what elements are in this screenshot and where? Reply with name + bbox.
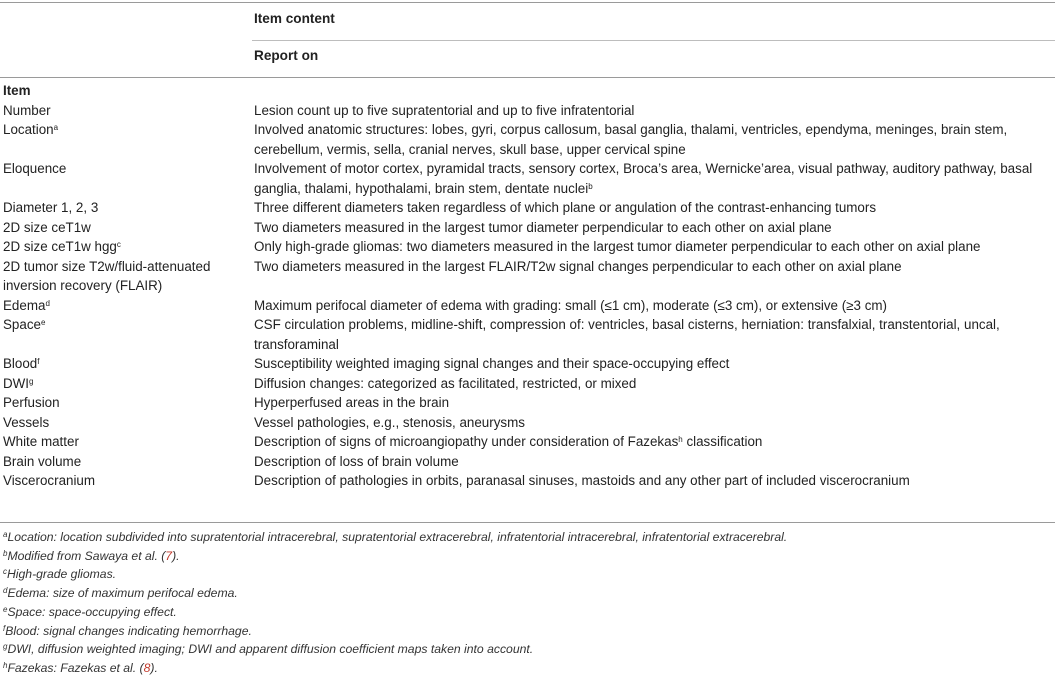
table-row bbox=[0, 471, 1055, 491]
report-text: Description of loss of brain volume bbox=[254, 453, 459, 469]
header-divider bbox=[252, 40, 1055, 41]
table-row bbox=[0, 432, 1055, 452]
footnote: $^c$High-grade gliomas. bbox=[3, 567, 117, 582]
table-row bbox=[0, 237, 1055, 257]
header-report-on: Report on bbox=[254, 48, 319, 63]
report-text: Susceptibility weighted imaging signal changes and their space-occupying effect bbox=[254, 356, 730, 371]
item-label: 2D tumor size T2w/fluid-attenuated inversion recovery (FLAIR) bbox=[3, 258, 211, 293]
report-text: Only high-grade gliomas: two diameters measured in the largest tumor diameter perpendicular to each other on axial plane bbox=[254, 239, 981, 254]
item-label: Vessels bbox=[3, 414, 50, 430]
report-text: Lesion count up to five supratentorial and up to five infratentorial bbox=[254, 102, 635, 118]
reference-link[interactable]: 7 bbox=[165, 548, 173, 563]
footnote-marker: g bbox=[29, 376, 34, 386]
footnote: $^d$Edema: size of maximum perifocal edema. bbox=[3, 586, 238, 601]
footnote: $^h$Fazekas: Fazekas et al. (8). bbox=[3, 660, 158, 675]
footnote-marker: g bbox=[3, 642, 8, 652]
item-label: DWI$^g$ bbox=[3, 375, 34, 391]
item-label: Location$^a$ bbox=[3, 122, 59, 137]
report-text: Description of signs of microangiopathy under consideration of Fazekas$^h$ classification bbox=[254, 434, 763, 449]
footnote-marker: a bbox=[53, 123, 59, 132]
item-label: Viscerocranium bbox=[3, 473, 96, 488]
item-label: Diameter 1, 2, 3 bbox=[3, 200, 99, 215]
footnote-marker: e bbox=[40, 318, 46, 327]
item-heading: Item bbox=[3, 83, 31, 98]
table-row-heading bbox=[0, 81, 1055, 101]
table-row bbox=[0, 218, 1055, 238]
footnote-marker: f bbox=[37, 357, 40, 366]
header-item-content: Item content bbox=[254, 11, 335, 26]
footnote: $^e$Space: space-occupying effect. bbox=[3, 604, 177, 619]
table-row bbox=[0, 374, 1055, 394]
header-bottom-rule bbox=[0, 77, 1055, 78]
item-label: Edema$^d$ bbox=[3, 297, 50, 313]
report-text: Two diameters measured in the largest FLAIR/T2w signal changes perpendicular to each other on axial plane bbox=[254, 258, 902, 274]
item-label: Brain volume bbox=[3, 453, 82, 469]
item-label: White matter bbox=[3, 434, 79, 449]
footnote-marker: d bbox=[3, 586, 8, 596]
table-row bbox=[0, 315, 1055, 354]
report-text: Diffusion changes: categorized as facilitated, restricted, or mixed bbox=[254, 375, 637, 391]
item-label: Space$^e$ bbox=[3, 317, 46, 332]
item-label: 2D size ceT1w hgg$^c$ bbox=[3, 239, 121, 254]
footnote-marker: c bbox=[3, 567, 7, 577]
report-text: Vessel pathologies, e.g., stenosis, aneurysms bbox=[254, 414, 525, 430]
item-label: Blood$^f$ bbox=[3, 356, 40, 371]
table-row bbox=[0, 296, 1055, 316]
table-row bbox=[0, 120, 1055, 159]
footnote: $^g$DWI, diffusion weighted imaging; DWI and apparent diffusion coefficient maps taken into account. bbox=[3, 642, 534, 657]
footnote: $^f$Blood: signal changes indicating hemorrhage. bbox=[3, 623, 252, 638]
report-text: Hyperperfused areas in the brain bbox=[254, 395, 450, 410]
report-text: CSF circulation problems, midline-shift, compression of: ventricles, basal cisterns, herniation: transfalxial, transtentorial, uncal, transforaminal bbox=[254, 317, 1000, 352]
item-label: 2D size ceT1w bbox=[3, 219, 91, 235]
report-text: Maximum perifocal diameter of edema with grading: small (≤1 cm), moderate (≤3 cm), or extensive (≥3 cm) bbox=[254, 297, 888, 313]
report-text: Three different diameters taken regardless of which plane or angulation of the contrast-enhancing tumors bbox=[254, 200, 877, 215]
footnote-marker: e bbox=[3, 604, 8, 614]
footnote-marker: b bbox=[3, 548, 8, 558]
footnote-marker: h bbox=[3, 660, 8, 670]
footnote: $^b$Modified from Sawaya et al. (7). bbox=[3, 548, 180, 563]
report-text: Two diameters measured in the largest tumor diameter perpendicular to each other on axial plane bbox=[254, 219, 832, 235]
top-rule bbox=[0, 2, 1055, 3]
reference-link[interactable]: 8 bbox=[143, 660, 151, 675]
item-label: Perfusion bbox=[3, 395, 60, 410]
table-row bbox=[0, 159, 1055, 198]
report-text: Description of pathologies in orbits, paranasal sinuses, mastoids and any other part of included viscerocranium bbox=[254, 473, 910, 488]
table-row bbox=[0, 393, 1055, 413]
footnote-marker: f bbox=[3, 623, 6, 633]
item-label: Number bbox=[3, 102, 51, 118]
table-row bbox=[0, 101, 1055, 121]
table-row bbox=[0, 413, 1055, 433]
table-row bbox=[0, 198, 1055, 218]
footnote: $^a$Location: location subdivided into supratentorial intracerebral, supratentorial extracerebral, infratentorial intracerebral, infratentorial extracerebral. bbox=[3, 530, 788, 544]
footnote-marker: d bbox=[45, 298, 50, 308]
footnotes bbox=[3, 528, 1043, 678]
table-row bbox=[0, 354, 1055, 374]
footnote-marker: a bbox=[3, 530, 8, 539]
table-row bbox=[0, 257, 1055, 296]
footnote-marker: h bbox=[678, 435, 683, 444]
report-text: Involvement of motor cortex, pyramidal tracts, sensory cortex, Broca’s area, Wernicke’area, visual pathway, auditory pathway, basal ganglia, thalami, hypothalami, brain stem, dentate nuclei$^b$ bbox=[254, 161, 1033, 196]
item-label: Eloquence bbox=[3, 161, 67, 176]
report-text: Involved anatomic structures: lobes, gyri, corpus callosum, basal ganglia, thalami, ventricles, ependyma, meninges, brain stem, cerebellum, vermis, sella, cranial nerves, skull base, upper cervical spine bbox=[254, 122, 1008, 157]
footnote-marker: b bbox=[588, 181, 593, 191]
table-body bbox=[0, 81, 1055, 491]
footnote-marker: c bbox=[116, 240, 121, 249]
table-row bbox=[0, 452, 1055, 472]
table-end-rule bbox=[0, 522, 1055, 523]
